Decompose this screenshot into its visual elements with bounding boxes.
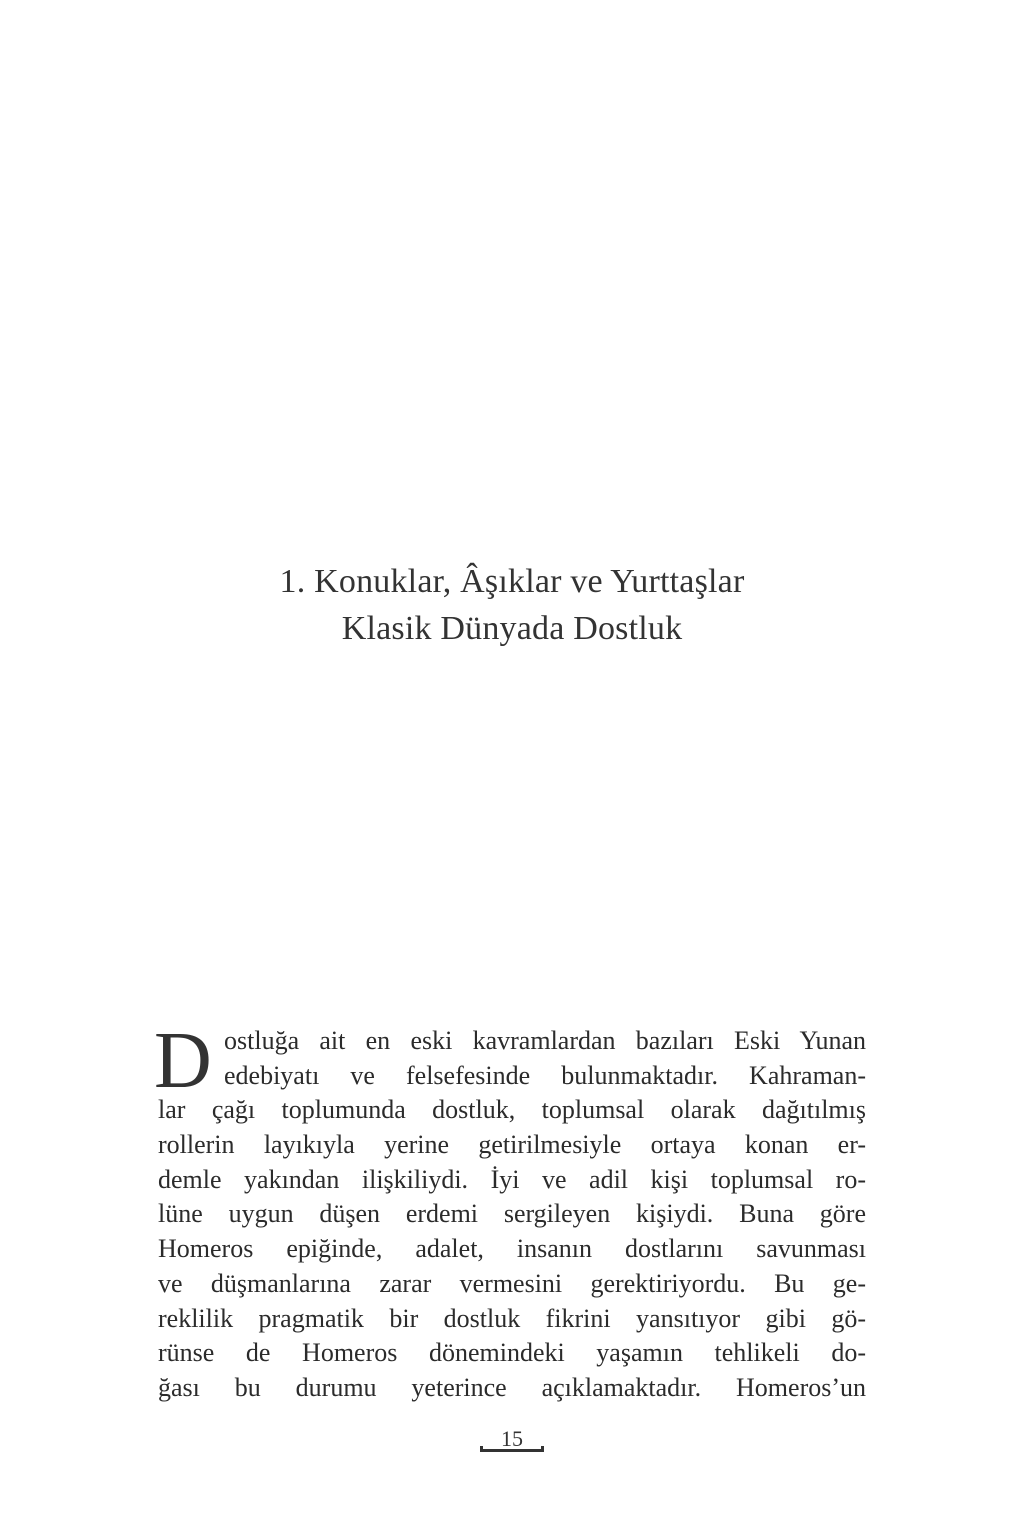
chapter-title-line-2: Klasik Dünyada Dostluk (341, 610, 683, 647)
paragraph-line: lüne uygun düşen erdemi sergileyen kişiydi. Buna göre (158, 1199, 866, 1229)
paragraph-line: lar çağı toplumunda dostluk, toplumsal olarak dağıtılmış (158, 1095, 866, 1125)
paragraph-line: rollerin layıkıyla yerine getirilmesiyle ortaya konan er- (158, 1130, 866, 1160)
paragraph-line: demle yakından ilişkiliydi. İyi ve adil kişi toplumsal ro- (158, 1164, 866, 1194)
chapter-title-line-1: 1. Konuklar, Âşıklar ve Yurttaşlar (279, 563, 745, 600)
page-footer (478, 1426, 546, 1456)
paragraph-line: Homeros epiğinde, adalet, insanın dostlarını savunması (158, 1234, 866, 1264)
body-text (154, 1017, 866, 1406)
page-number-rule (480, 1446, 544, 1452)
paragraph-line: ve düşmanlarına zarar vermesini gerektiriyordu. Bu ge- (158, 1268, 866, 1298)
page-number: 15 (501, 1426, 523, 1451)
paragraph-line: ğası bu durumu yeterince açıklamaktadır. Homeros’un (158, 1372, 866, 1402)
chapter-title (0, 558, 1024, 652)
paragraph-line: reklilik pragmatik bir dostluk fikrini yansıtıyor gibi gö- (158, 1303, 866, 1333)
paragraph-line: edebiyatı ve felsefesinde bulunmaktadır. Kahraman- (224, 1060, 866, 1090)
paragraph-line: rünse de Homeros dönemindeki yaşamın tehlikeli do- (158, 1338, 866, 1368)
paragraph-line: ostluğa ait en eski kavramlardan bazıları Eski Yunan (224, 1026, 866, 1055)
drop-cap: D (154, 1017, 212, 1105)
